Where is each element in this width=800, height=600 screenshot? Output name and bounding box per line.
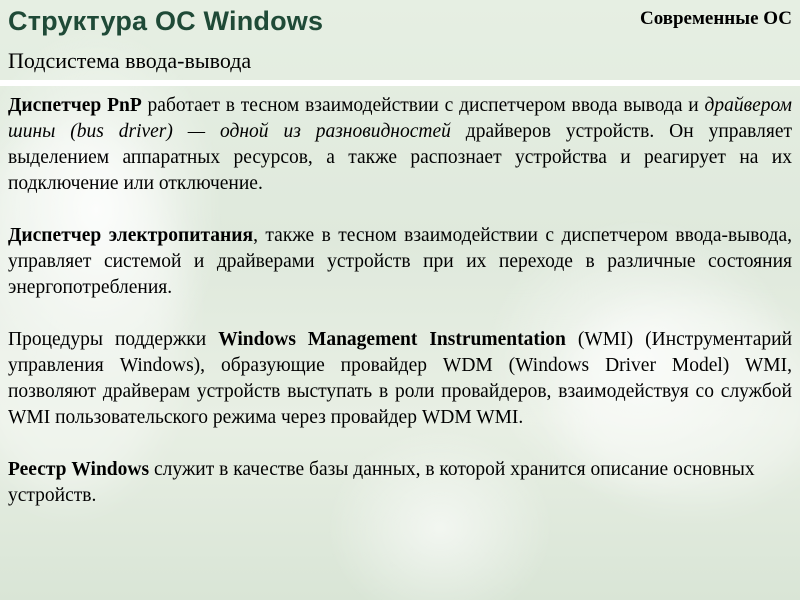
course-label: Современные ОС — [639, 8, 792, 29]
slide-body — [8, 93, 792, 535]
header-divider — [0, 80, 800, 86]
paragraph-registry — [8, 457, 768, 509]
term-registry: Реестр Windows — [8, 459, 150, 480]
term-wmi: Windows Management Instrumentation — [218, 329, 566, 350]
paragraph-text: драйверов устройств. Он управляет выделением аппаратных ресурсов, а также распознает устройства и реагирует на их подключение или отключение. — [8, 121, 792, 194]
paragraph-text: , также в тесном взаимодействии с диспетчером ввода-вывода, управляет системой и драйверами устройств при их переходе в различные состояния энергопотребления. — [8, 225, 792, 298]
paragraph-power-manager — [8, 223, 792, 301]
paragraph-text: Процедуры поддержки — [8, 329, 219, 350]
paragraph-pnp-manager — [8, 93, 792, 197]
term-power-manager: Диспетчер электропитания — [8, 225, 254, 246]
paragraph-wmi — [8, 327, 792, 431]
slide-title: Структура ОС Windows — [8, 6, 324, 36]
paragraph-text: (WMI) (Инструментарий управления Windows), образующие провайдер WDM (Windows Driver Model) WMI, позволяют драйверам устройств выступать в роли провайдеров, взаимодействуя со службой WMI пользовательского режима через провайдер WDM WMI. — [8, 329, 792, 428]
paragraph-text: служит в качестве базы данных, в которой хранится описание основных устройств. — [8, 459, 755, 506]
slide-subtitle: Подсистема ввода-вывода — [8, 48, 252, 73]
term-pnp-manager: Диспетчер PnP — [8, 95, 142, 116]
term-bus-driver: драйвером шины (bus driver) — одной из разновидностей — [8, 95, 792, 142]
paragraph-text: работает в тесном взаимодействии с диспетчером ввода вывода и — [141, 95, 705, 116]
slide-header — [8, 4, 792, 76]
